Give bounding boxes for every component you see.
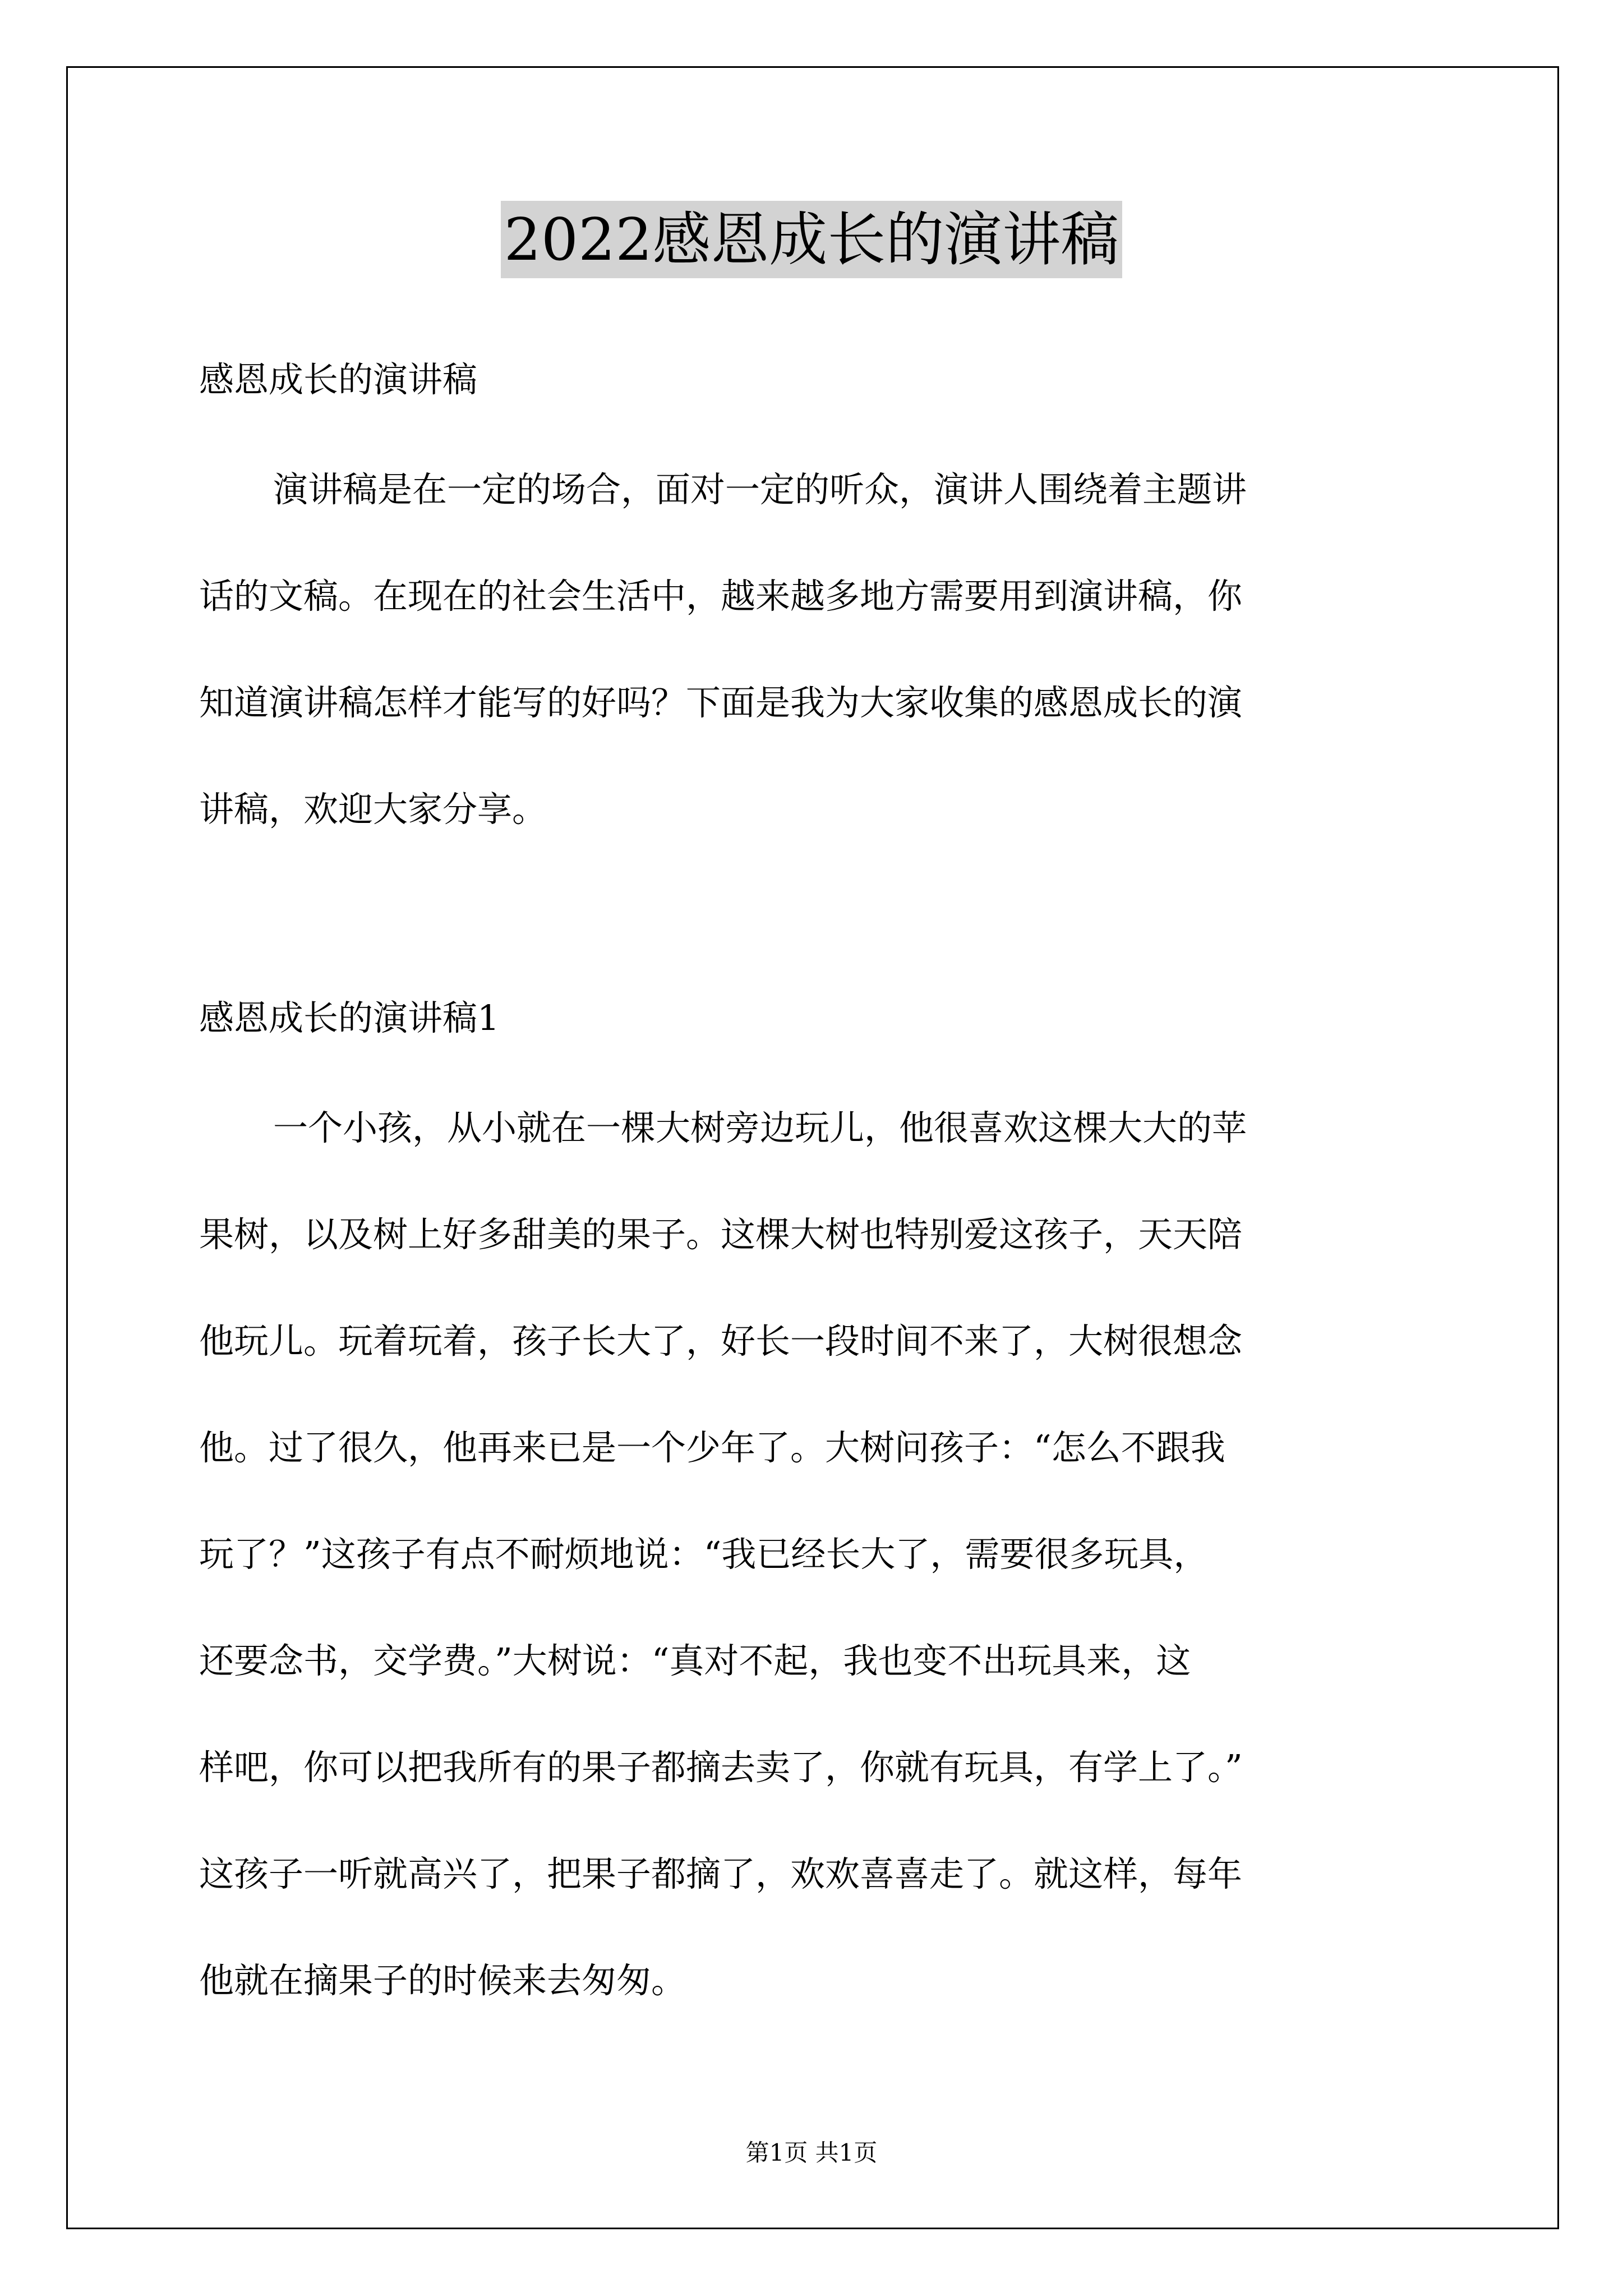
paragraph-line: 玩了？”这孩子有点不耐烦地说：“我已经长大了，需要很多玩具， bbox=[199, 1534, 1209, 1575]
paragraph-line: 他就在摘果子的时候来去匆匆。 bbox=[199, 1960, 686, 2001]
document-subtitle: 感恩成长的演讲稿 bbox=[199, 359, 478, 400]
section-paragraph bbox=[199, 1075, 1436, 2034]
page-footer: 第1页 共1页 bbox=[745, 2139, 878, 2166]
section-heading: 感恩成长的演讲稿1 bbox=[199, 997, 500, 1038]
paragraph-line: 他玩儿。玩着玩着，孩子长大了，好长一段时间不来了，大树很想念 bbox=[199, 1320, 1243, 1361]
paragraph-line: 一个小孩，从小就在一棵大树旁边玩儿，他很喜欢这棵大大的苹 bbox=[273, 1107, 1247, 1148]
paragraph-line: 他。过了很久，他再来已是一个少年了。大树问孩子：“怎么不跟我 bbox=[199, 1427, 1225, 1468]
document-title: 2022感恩成长的演讲稿 bbox=[501, 201, 1123, 278]
intro-paragraph bbox=[199, 436, 1436, 863]
title-container bbox=[0, 201, 1623, 278]
paragraph-line: 话的文稿。在现在的社会生活中，越来越多地方需要用到演讲稿，你 bbox=[199, 576, 1243, 616]
paragraph-line: 知道演讲稿怎样才能写的好吗？下面是我为大家收集的感恩成长的演 bbox=[199, 682, 1243, 723]
paragraph-line: 演讲稿是在一定的场合，面对一定的听众，演讲人围绕着主题讲 bbox=[273, 469, 1247, 510]
paragraph-line: 讲稿，欢迎大家分享。 bbox=[199, 789, 547, 830]
paragraph-line: 样吧，你可以把我所有的果子都摘去卖了，你就有玩具，有学上了。” bbox=[199, 1747, 1243, 1788]
paragraph-line: 果树，以及树上好多甜美的果子。这棵大树也特别爱这孩子，天天陪 bbox=[199, 1214, 1243, 1255]
paragraph-line: 这孩子一听就高兴了，把果子都摘了，欢欢喜喜走了。就这样，每年 bbox=[199, 1853, 1243, 1894]
paragraph-line: 还要念书，交学费。”大树说：“真对不起，我也变不出玩具来，这 bbox=[199, 1640, 1191, 1681]
